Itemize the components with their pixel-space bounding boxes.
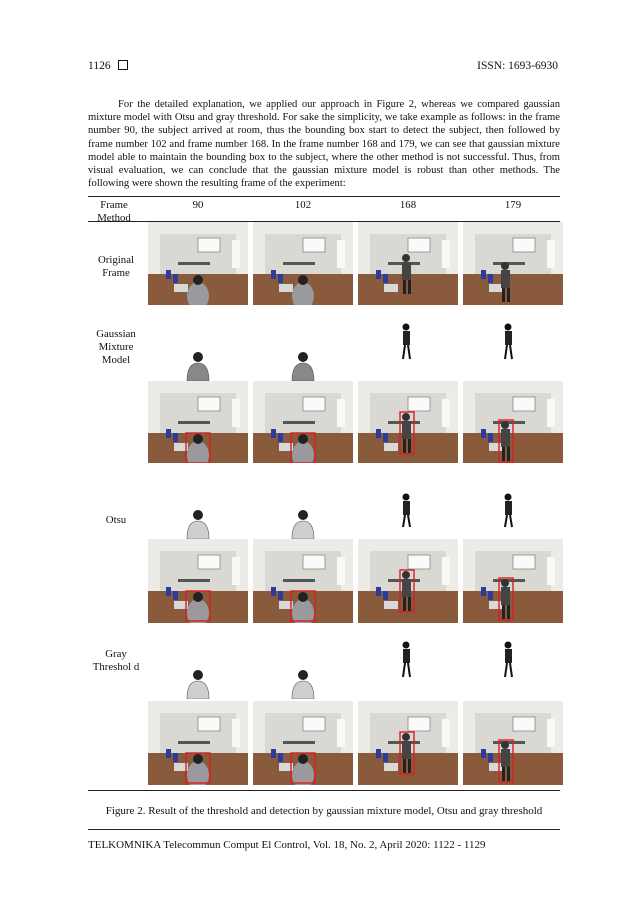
row-label-original: Original Frame — [98, 254, 134, 279]
frame-row2-col-168 — [358, 539, 458, 623]
issn: ISSN: 1693-6930 — [477, 60, 558, 72]
frame-row2-col-179 — [463, 539, 563, 623]
foreground-mask-row1-col-102 — [253, 305, 353, 381]
foreground-mask-row1-col-168 — [358, 305, 458, 381]
frame-row3-col-168 — [358, 701, 458, 785]
row-label-gray: Gray Threshol d — [92, 648, 140, 673]
frame-row3-col-90 — [148, 701, 248, 785]
frame-row1-col-179 — [463, 381, 563, 465]
table-bottom-rule — [88, 790, 560, 791]
figure-caption: Figure 2. Result of the threshold and detection by gaussian mixture model, Otsu and gray threshold — [105, 805, 543, 817]
foreground-mask-row3-col-102 — [253, 623, 353, 699]
page-number: 1126 — [88, 60, 128, 72]
frame-row2-col-90 — [148, 539, 248, 623]
foreground-mask-row2-col-90 — [148, 463, 248, 539]
foreground-mask-row2-col-179 — [463, 463, 563, 539]
frame-row0-col-90 — [148, 222, 248, 306]
footer-citation: TELKOMNIKA Telecommun Comput El Control, Vol. 18, No. 2, April 2020: 1122 - 1129 — [88, 839, 486, 851]
frame-row0-col-168 — [358, 222, 458, 306]
frame-row0-col-179 — [463, 222, 563, 306]
foreground-mask-row3-col-179 — [463, 623, 563, 699]
square-icon — [118, 60, 128, 70]
row-label-gmm: Gaussian Mixture Model — [96, 328, 136, 366]
frame-row2-col-102 — [253, 539, 353, 623]
frame-row1-col-102 — [253, 381, 353, 465]
col-header-90: 90 — [192, 199, 204, 211]
frame-row3-col-179 — [463, 701, 563, 785]
col-header-168: 168 — [399, 199, 417, 211]
frame-row0-col-102 — [253, 222, 353, 306]
body-paragraph: For the detailed explanation, we applied our approach in Figure 2, whereas we compared gaussian mixture model with Otsu and gray threshold. For sake the simplicity, we take example as follows: in the frame number 90, the subject arrived at room, thus the bounding box start to detect the subject, then followed by frame number 102 and frame number 168. In the frame number 168 and 179, we can see that gaussian mixture model able to maintain the bounding box to the subject, where the other method is not successful. Thus, from visual evaluation, we can conclude that the gaussian mixture model is robust than other methods. The following were shown the resulting frame of the experiment: — [88, 99, 560, 190]
frame-row1-col-168 — [358, 381, 458, 465]
foreground-mask-row3-col-168 — [358, 623, 458, 699]
foreground-mask-row1-col-90 — [148, 305, 248, 381]
row-label-otsu: Otsu — [105, 514, 127, 526]
page-header — [88, 60, 558, 76]
foreground-mask-row2-col-102 — [253, 463, 353, 539]
col-header-179: 179 — [504, 199, 522, 211]
footer-rule — [88, 829, 560, 830]
foreground-mask-row2-col-168 — [358, 463, 458, 539]
frame-row3-col-102 — [253, 701, 353, 785]
foreground-mask-row1-col-179 — [463, 305, 563, 381]
col-header-102: 102 — [294, 199, 312, 211]
corner-header: Frame Method — [97, 199, 131, 224]
table-top-rule — [88, 196, 560, 197]
frame-row1-col-90 — [148, 381, 248, 465]
foreground-mask-row3-col-90 — [148, 623, 248, 699]
